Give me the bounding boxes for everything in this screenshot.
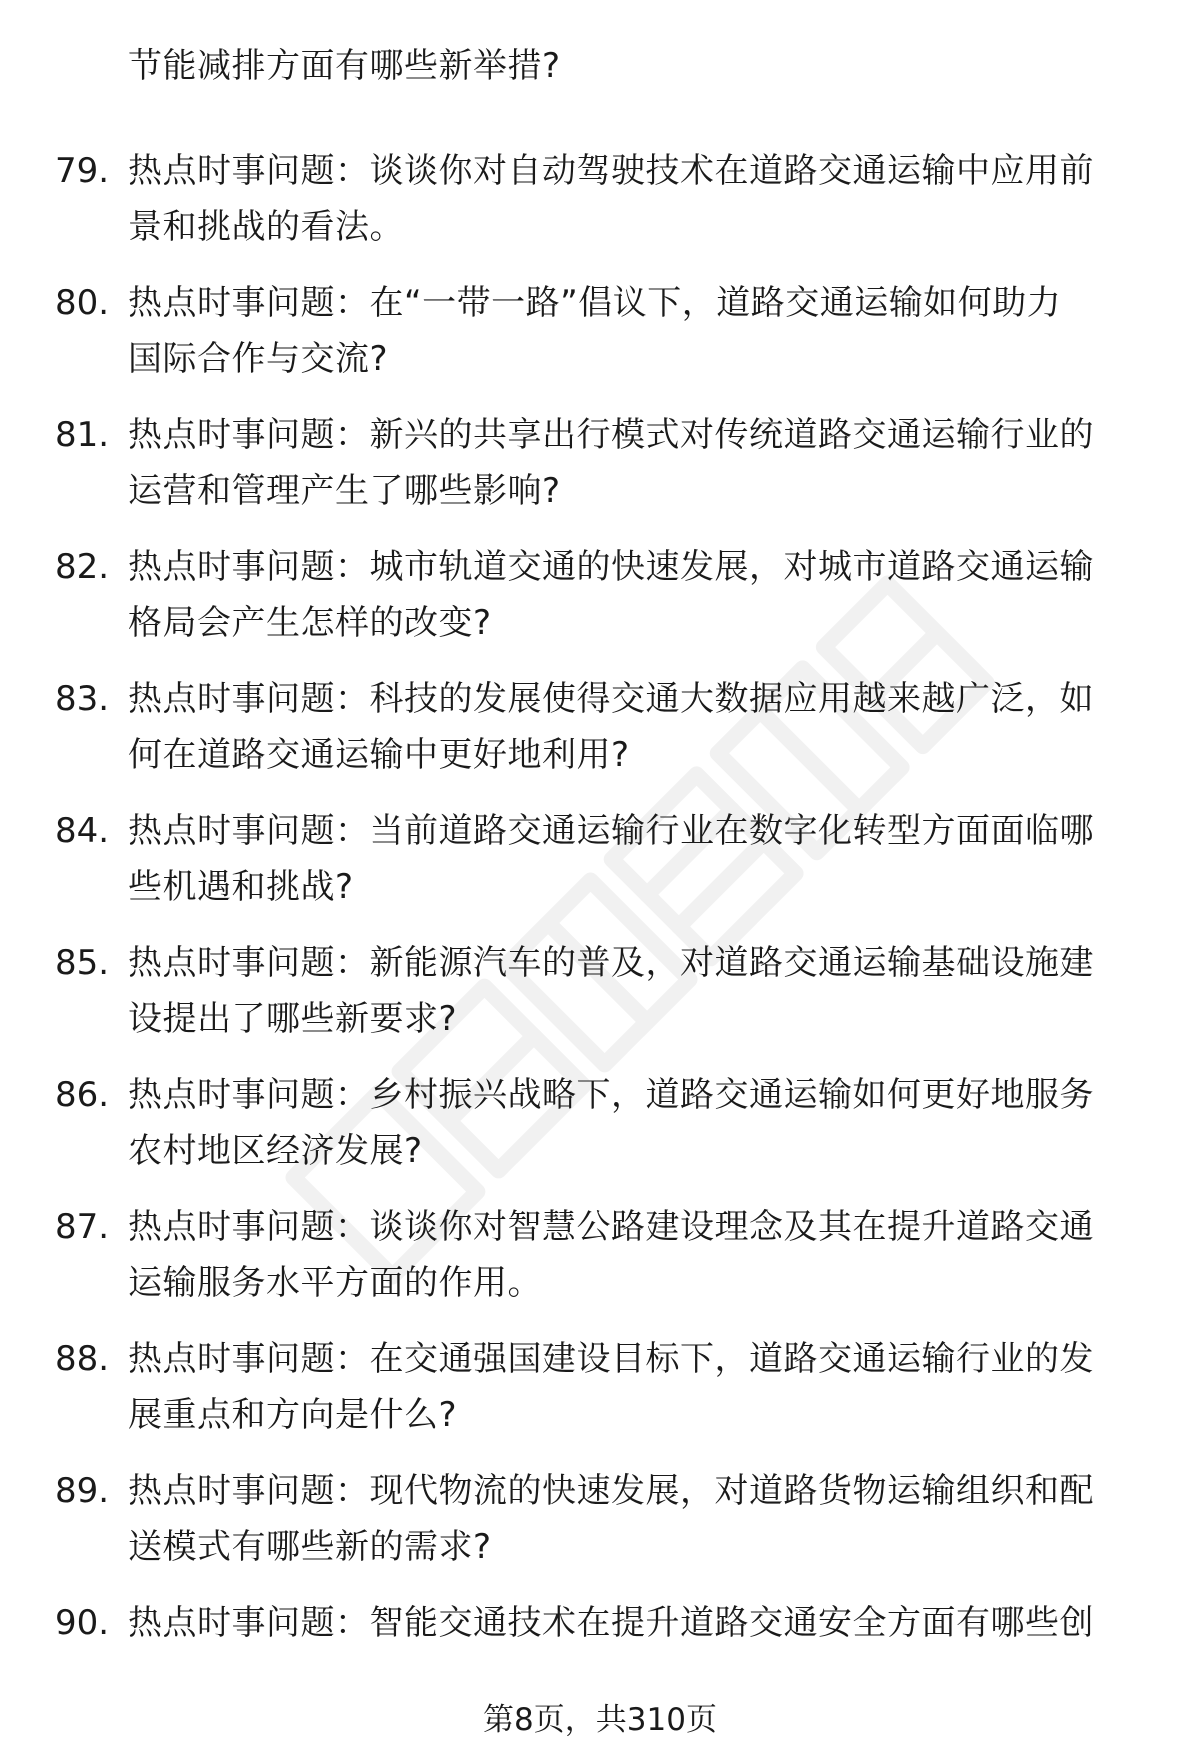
- item-number: 89.: [55, 1471, 110, 1511]
- item-text-line: 热点时事问题：现代物流的快速发展，对道路货物运输组织和配: [128, 1471, 1094, 1511]
- item-text-line: 设提出了哪些新要求?: [128, 999, 458, 1039]
- item-text-line: 送模式有哪些新的需求?: [128, 1527, 492, 1567]
- item-text-line: 热点时事问题：在“一带一路”倡议下，道路交通运输如何助力: [128, 283, 1062, 323]
- item-text-line: 何在道路交通运输中更好地利用?: [128, 735, 630, 775]
- item-text-line: 热点时事问题：新能源汽车的普及，对道路交通运输基础设施建: [128, 943, 1094, 983]
- item-number: 82.: [55, 547, 110, 587]
- item-text-line: 热点时事问题：谈谈你对智慧公路建设理念及其在提升道路交通: [128, 1207, 1094, 1247]
- item-text-line: 运输服务水平方面的作用。: [128, 1263, 542, 1303]
- item-text-line: 农村地区经济发展?: [128, 1131, 423, 1171]
- item-number: 79.: [55, 151, 110, 191]
- item-number: 90.: [55, 1603, 110, 1643]
- item-number: 83.: [55, 679, 110, 719]
- item-text-line: 热点时事问题：当前道路交通运输行业在数字化转型方面面临哪: [128, 811, 1094, 851]
- item-text-line: 运营和管理产生了哪些影响?: [128, 471, 561, 511]
- item-text-line: 热点时事问题：智能交通技术在提升道路交通安全方面有哪些创: [128, 1603, 1094, 1643]
- item-number: 88.: [55, 1339, 110, 1379]
- item-text-line: 热点时事问题：新兴的共享出行模式对传统道路交通运输行业的: [128, 415, 1094, 455]
- item-number: 80.: [55, 283, 110, 323]
- item-text-line: 些机遇和挑战?: [128, 867, 354, 907]
- item-number: 85.: [55, 943, 110, 983]
- continuation-line: 节能减排方面有哪些新举措?: [128, 46, 561, 86]
- item-text-line: 热点时事问题：城市轨道交通的快速发展，对城市道路交通运输: [128, 547, 1094, 587]
- item-number: 81.: [55, 415, 110, 455]
- item-text-line: 热点时事问题：在交通强国建设目标下，道路交通运输行业的发: [128, 1339, 1094, 1379]
- page-number-footer: 第8页，共310页: [483, 1702, 717, 1738]
- item-number: 84.: [55, 811, 110, 851]
- item-text-line: 格局会产生怎样的改变?: [128, 603, 492, 643]
- item-text-line: 国际合作与交流?: [128, 339, 389, 379]
- item-text-line: 热点时事问题：科技的发展使得交通大数据应用越来越广泛，如: [128, 679, 1094, 719]
- item-number: 87.: [55, 1207, 110, 1247]
- item-text-line: 景和挑战的看法。: [128, 207, 404, 247]
- item-number: 86.: [55, 1075, 110, 1115]
- item-text-line: 热点时事问题：谈谈你对自动驾驶技术在道路交通运输中应用前: [128, 151, 1094, 191]
- item-text-line: 展重点和方向是什么?: [128, 1395, 458, 1435]
- item-text-line: 热点时事问题：乡村振兴战略下，道路交通运输如何更好地服务: [128, 1075, 1094, 1115]
